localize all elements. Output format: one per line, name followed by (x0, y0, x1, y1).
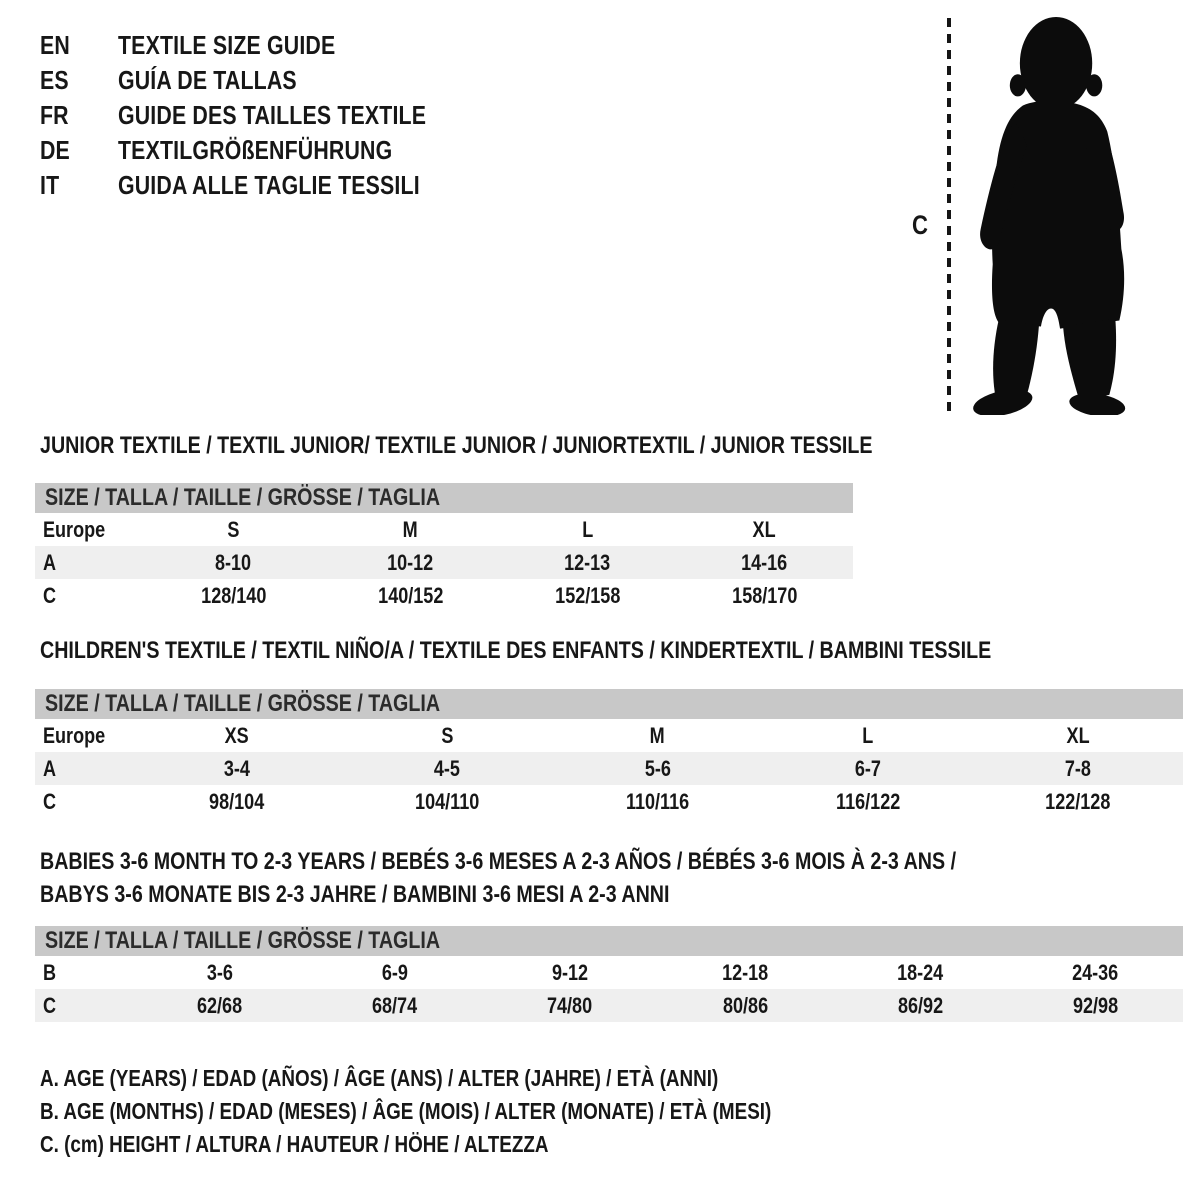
children-section-title: CHILDREN'S TEXTILE / TEXTIL NIÑO/A / TEXTILE DES ENFANTS / KINDERTEXTIL / BAMBINI TESSILE (40, 637, 992, 664)
age-cell: 5-6 (644, 755, 671, 781)
table-row-europe (35, 513, 853, 546)
language-row-fr (40, 98, 494, 133)
height-cell: 104/110 (415, 788, 480, 814)
size-cell: S (441, 722, 454, 748)
height-cell: 122/128 (1045, 788, 1111, 814)
age-cell: 14-16 (741, 549, 788, 575)
age-cell: 18-24 (897, 959, 944, 985)
height-cell: 158/170 (731, 582, 798, 608)
row-label: C (43, 582, 57, 608)
size-header-bar: SIZE / TALLA / TAILLE / GRÖSSE / TAGLIA (35, 926, 1183, 956)
language-label: GUIDE DES TAILLES TEXTILE (118, 100, 427, 130)
size-header-bar: SIZE / TALLA / TAILLE / GRÖSSE / TAGLIA (35, 483, 853, 513)
age-cell: 3-4 (224, 755, 251, 781)
row-label: C (43, 788, 57, 814)
language-code: IT (40, 170, 60, 200)
size-cell: S (227, 516, 240, 542)
row-label: Europe (43, 722, 106, 748)
legend-line-a: A. AGE (YEARS) / EDAD (AÑOS) / ÂGE (ANS) / ALTER (JAHRE) / ETÀ (ANNI) (40, 1065, 719, 1091)
table-row-height (35, 989, 1183, 1022)
language-row-es (40, 63, 494, 98)
row-label: B (43, 959, 57, 985)
language-row-de (40, 133, 494, 168)
age-cell: 12-13 (564, 549, 611, 575)
language-code: EN (40, 30, 70, 60)
age-cell: 6-9 (381, 959, 408, 985)
age-cell: 8-10 (215, 549, 252, 575)
language-label: GUIDA ALLE TAGLIE TESSILI (118, 170, 420, 200)
language-title-block (40, 28, 494, 203)
age-cell: 10-12 (387, 549, 434, 575)
language-row-en (40, 28, 494, 63)
height-cell: 98/104 (209, 788, 265, 814)
size-cell: XL (1066, 722, 1090, 748)
age-cell: 7-8 (1064, 755, 1091, 781)
table-row-height (35, 785, 1183, 818)
junior-size-table (35, 483, 853, 612)
legend-line-c: C. (cm) HEIGHT / ALTURA / HAUTEUR / HÖHE / ALTEZZA (40, 1131, 549, 1157)
language-row-it (40, 168, 494, 203)
junior-section-title: JUNIOR TEXTILE / TEXTIL JUNIOR/ TEXTILE JUNIOR / JUNIORTEXTIL / JUNIOR TESSILE (40, 432, 873, 459)
table-row-height (35, 579, 853, 612)
size-cell: M (649, 722, 666, 748)
children-size-table (35, 689, 1183, 818)
language-label: TEXTILGRÖßENFÜHRUNG (118, 135, 393, 165)
height-cell: 110/116 (625, 788, 690, 814)
row-label: A (43, 549, 57, 575)
row-label: C (43, 992, 57, 1018)
table-row-age-months (35, 956, 1183, 989)
height-cell: 80/86 (722, 992, 768, 1018)
size-cell: XS (225, 722, 250, 748)
age-cell: 24-36 (1072, 959, 1119, 985)
language-label: GUÍA DE TALLAS (118, 65, 297, 95)
height-cell: 152/158 (554, 582, 621, 608)
age-cell: 3-6 (206, 959, 233, 985)
height-cell: 62/68 (197, 992, 243, 1018)
toddler-silhouette-icon (962, 13, 1134, 415)
language-code: ES (40, 65, 69, 95)
height-measure-dashed-line (947, 18, 951, 416)
height-cell: 86/92 (897, 992, 943, 1018)
table-row-age (35, 546, 853, 579)
height-cell: 68/74 (372, 992, 418, 1018)
table-row-age (35, 752, 1183, 785)
babies-title-line2: BABYS 3-6 MONATE BIS 2-3 JAHRE / BAMBINI 3-6 MESI A 2-3 ANNI (40, 880, 670, 908)
age-cell: 12-18 (722, 959, 769, 985)
height-cell: 128/140 (200, 582, 267, 608)
age-cell: 9-12 (551, 959, 588, 985)
language-code: DE (40, 135, 70, 165)
age-cell: 4-5 (434, 755, 461, 781)
language-code: FR (40, 100, 69, 130)
babies-section-title (40, 845, 1157, 908)
height-cell: 140/152 (377, 582, 444, 608)
row-label: Europe (43, 516, 106, 542)
height-cell: 116/122 (835, 788, 900, 814)
babies-title-line1: BABIES 3-6 MONTH TO 2-3 YEARS / BEBÉS 3-6 MESES A 2-3 AÑOS / BÉBÉS 3-6 MOIS À 2-3 ANS / (40, 847, 957, 875)
size-cell: L (581, 516, 594, 542)
babies-size-table (35, 926, 1183, 1022)
size-cell: L (862, 722, 874, 748)
row-label: A (43, 755, 57, 781)
size-cell: M (402, 516, 419, 542)
size-cell: XL (752, 516, 777, 542)
measurement-legend (40, 1062, 932, 1161)
size-header-bar: SIZE / TALLA / TAILLE / GRÖSSE / TAGLIA (35, 689, 1183, 719)
height-measure-label: C (912, 210, 928, 240)
language-label: TEXTILE SIZE GUIDE (118, 30, 336, 60)
table-row-europe (35, 719, 1183, 752)
height-cell: 92/98 (1072, 992, 1118, 1018)
age-cell: 6-7 (854, 755, 881, 781)
legend-line-b: B. AGE (MONTHS) / EDAD (MESES) / ÂGE (MOIS) / ALTER (MONATE) / ETÀ (MESI) (40, 1098, 772, 1124)
height-cell: 74/80 (547, 992, 593, 1018)
